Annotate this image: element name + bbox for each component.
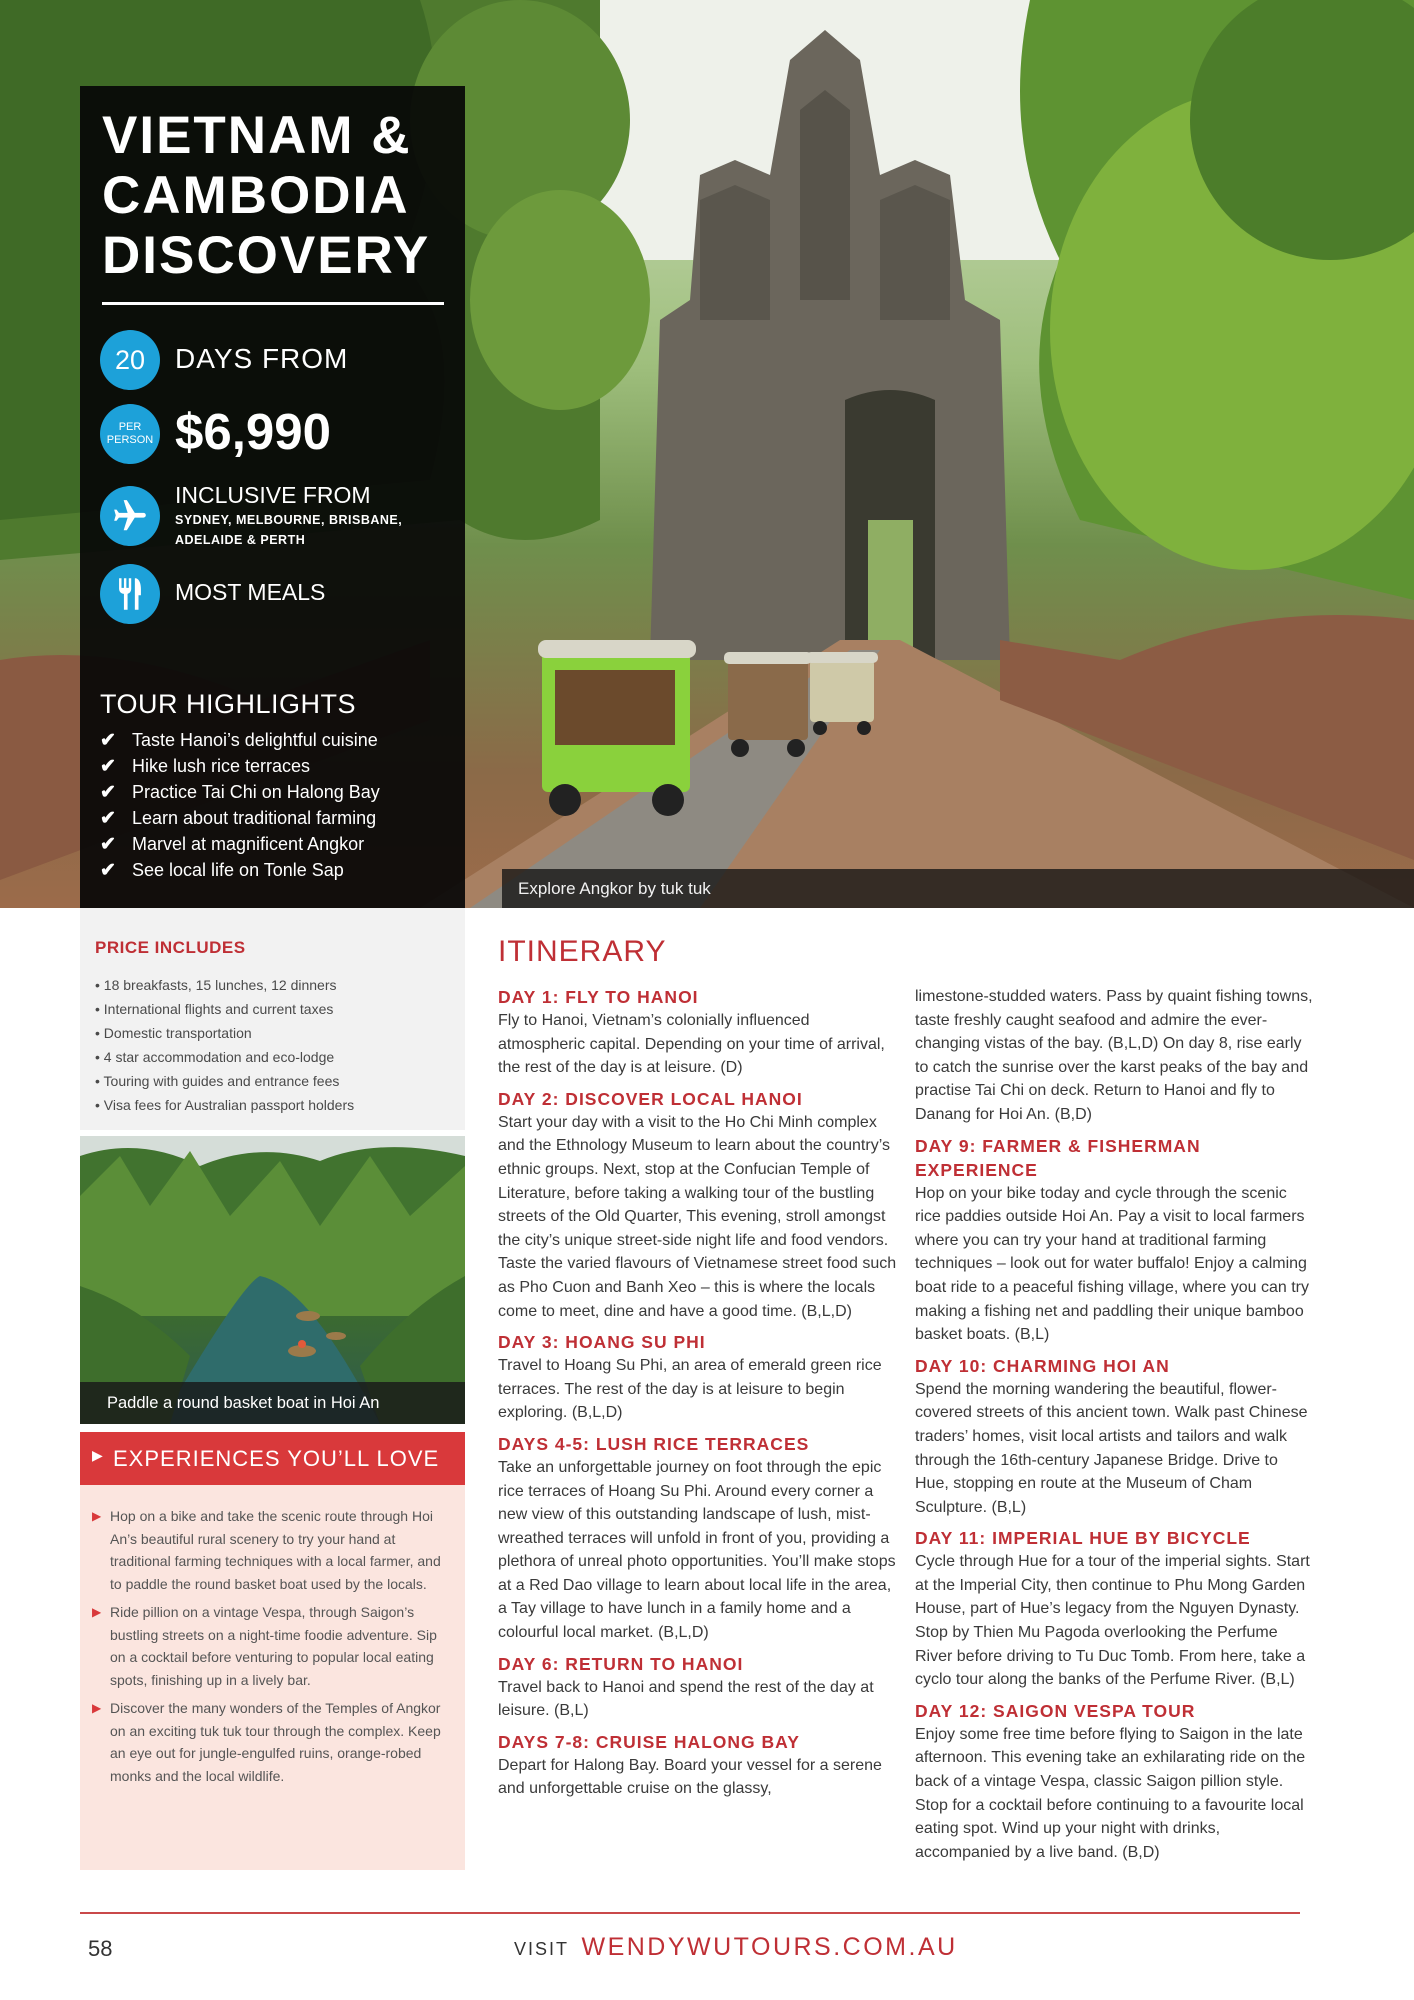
tour-title-line: VIETNAM & [102,106,412,165]
day-text: Enjoy some free time before flying to Saigon in the late afternoon. This evening take an exhilarating ride on the back of a vintage Vespa, classic Saigon pillion style. Stop for a cocktail before continuing to a favourite local eating spot. Wind up your night with drinks, accompanied by a live band. (B,D) [915,1725,1306,1861]
basket-boat-photo [80,1136,465,1424]
triangle-right-icon: ▶ [92,1605,102,1619]
experiences-header [80,1432,465,1485]
highlight-item [100,753,380,779]
day-text: Fly to Hanoi, Vietnam’s colonially influenced atmospheric capital. Depending on your time of arrival, the rest of the day is at leisure. (D) [498,1012,885,1077]
check-icon: ✔ [100,782,116,803]
fork-knife-icon [100,564,160,624]
price-include-text: 18 breakfasts, 15 lunches, 12 dinners [103,977,337,993]
page-number: 58 [88,1936,113,1961]
price-includes-box [80,908,465,1130]
highlights-heading: TOUR HIGHLIGHTS [100,689,357,719]
price-includes-list [95,973,354,1117]
per-person-badge [100,404,160,464]
price-includes-heading: PRICE INCLUDES [95,938,246,957]
plane-icon [100,486,160,546]
price-include-item: • International flights and current taxes [95,1001,334,1017]
check-icon: ✔ [100,756,116,777]
day-title: DAY 12: SAIGON VESPA TOUR [915,1700,1196,1721]
day-title: DAYS 7-8: CRUISE HALONG BAY [498,1731,800,1752]
itinerary-heading: ITINERARY [498,935,667,968]
experience-item [92,1697,452,1787]
price-include-item: • Touring with guides and entrance fees [95,1073,340,1089]
price-include-item: • Domestic transportation [95,1025,252,1041]
website-line [514,1933,958,1962]
departure-cities: SYDNEY, MELBOURNE, BRISBANE, ADELAIDE & PERTH [175,513,403,547]
day-text: Spend the morning wandering the beautiful, flower-covered streets of this ancient town. Walk past Chinese traders’ homes, visit local artists and tailors and walk through the 16th-century Japanese Bridge. Drive to Hue, stopping en route at the Museum of Cham Sculpture. (B,L) [915,1380,1308,1516]
price-include-item: • 4 star accommodation and eco-lodge [95,1049,335,1065]
highlight-text: Hike lush rice terraces [132,756,311,776]
check-icon: ✔ [100,860,116,881]
tour-title-line: CAMBODIA [102,166,410,225]
title-divider [102,302,444,305]
triangle-right-icon: ▶ [92,1509,102,1523]
check-icon: ✔ [100,834,116,855]
per-person-line: PERSON [106,434,154,446]
itinerary-day [498,985,898,1080]
day-title: DAY 6: RETURN TO HANOI [498,1653,744,1674]
days-label: DAYS FROM [175,343,349,374]
website-link[interactable]: WENDYWUTOURS.COM.AU [581,1933,958,1961]
river-illustration [80,1136,465,1424]
tour-summary-panel [80,86,465,908]
meals-label: MOST MEALS [175,579,326,605]
itinerary-day [498,1730,898,1801]
price-include-text: Visa fees for Australian passport holders [103,1097,355,1113]
itinerary-day [498,1087,898,1323]
experience-text: Discover the many wonders of the Temples of Angkor on an exciting tuk tuk tour through the complex. Keep an eye out for jungle-engulfed ruins, orange-robed monks and the local wildlife. [110,1700,441,1784]
hero-caption: Explore Angkor by tuk tuk [502,869,1414,908]
itinerary-day [498,1432,898,1645]
per-person-line: PER [118,421,142,433]
itinerary-day [915,1134,1315,1347]
experience-item [92,1505,452,1595]
day-text: Take an unforgettable journey on foot through the epic rice terraces of Hoang Su Phi. Around every corner a new view of this outstanding landscape of lush, mist-wreathed terraces will unfold in front of you, providing a plethora of unreal photo opportunities. You’ll make stops at a Red Dao village to learn about local life in the area, a Tay village to have lunch in a family home and a colourful local market. (B,L,D) [498,1458,896,1642]
highlight-text: See local life on Tonle Sap [132,860,344,880]
basket-boat-caption: Paddle a round basket boat in Hoi An [80,1382,465,1424]
price-include-text: Touring with guides and entrance fees [103,1073,340,1089]
experience-item [92,1601,452,1691]
highlight-text: Practice Tai Chi on Halong Bay [132,782,380,802]
day-text: Cycle through Hue for a tour of the imperial sights. Start at the Imperial City, then continue to Phu Mong Garden House, part of Hue’s legacy from the Nguyen Dynasty. Stop by Thien Mu Pagoda overlooking the Perfume River before driving to Tu Duc Tomb. From here, take a cyclo tour along the banks of the Perfume River. (B,L) [915,1553,1310,1689]
highlight-text: Taste Hanoi’s delightful cuisine [132,730,378,750]
itinerary-day [915,1699,1315,1865]
price-include-text: International flights and current taxes [103,1001,334,1017]
day-text: limestone-studded waters. Pass by quaint fishing towns, taste freshly caught seafood and admire the ever-changing vistas of the bay. (B,L,D) On day 8, rise early to catch the sunrise over the karst peaks of the bay and practise Tai Chi on deck. Return to Hanoi and fly to Danang for Hoi An. (B,D) [915,988,1313,1123]
triangle-right-icon: ▶ [92,1701,102,1715]
check-icon: ✔ [100,808,116,829]
highlight-item [100,831,380,857]
highlight-item [100,857,380,883]
day-title: DAY 9: FARMER & FISHERMAN EXPERIENCE [915,1135,1201,1180]
visit-label: VISIT [514,1939,570,1959]
price-include-text: 4 star accommodation and eco-lodge [103,1049,335,1065]
experiences-box [80,1485,465,1870]
highlight-item [100,779,380,805]
experiences-heading: EXPERIENCES YOU’LL LOVE [113,1446,440,1471]
day-text: Travel back to Hanoi and spend the rest of the day at leisure. (B,L) [498,1678,874,1720]
triangle-right-icon: ▶ [92,1447,103,1463]
itinerary-day [915,1526,1315,1692]
tour-title [102,106,452,286]
footer-divider [80,1912,1300,1914]
day-text: Start your day with a visit to the Ho Chi Minh complex and the Ethnology Museum to learn about the country’s ethnic groups. Next, stop at the Confucian Temple of Literature, before taking a walking tour of the bustling streets of the Old Quarter, This evening, stroll amongst the city’s unique street-side night life and food vendors. Taste the varied flavours of Vietnamese street food such as Pho Cuon and Banh Xeo – this is where the locals come to meet, dine and have a good time. (B,L,D) [498,1113,897,1320]
day-title: DAY 3: HOANG SU PHI [498,1332,706,1353]
check-icon: ✔ [100,730,116,751]
itinerary-day [915,1354,1315,1520]
inclusive-label: INCLUSIVE FROM [175,482,371,508]
price-include-item: • 18 breakfasts, 15 lunches, 12 dinners [95,977,337,993]
experiences-list [92,1505,452,1793]
price-include-item: • Visa fees for Australian passport holders [95,1097,355,1113]
experience-text: Hop on a bike and take the scenic route through Hoi An’s beautiful rural scenery to try your hand at traditional farming techniques with a local farmer, and to paddle the round basket boat used by the locals. [110,1508,441,1592]
day-text: Hop on your bike today and cycle through the scenic rice paddies outside Hoi An. Pay a visit to local farmers where you can try your hand at traditional farming techniques – look out for water buffalo! Enjoy a calming boat ride to a peaceful fishing village, where you can try making a fishing net and paddling their unique bamboo basket boats. (B,L) [915,1184,1310,1344]
highlight-text: Marvel at magnificent Angkor [132,834,365,854]
day-title: DAY 10: CHARMING HOI AN [915,1355,1170,1376]
day-title: DAY 1: FLY TO HANOI [498,987,699,1007]
itinerary-column-2 [915,985,1315,1871]
itinerary-day-continued [915,985,1315,1127]
highlights-list [100,727,380,883]
highlight-item [100,727,380,753]
day-text: Depart for Halong Bay. Board your vessel for a serene and unforgettable cruise on the glassy, [498,1756,882,1798]
day-title: DAYS 4-5: LUSH RICE TERRACES [498,1433,810,1454]
experience-text: Ride pillion on a vintage Vespa, through Saigon’s bustling streets on a night-time foodie adventure. Sip on a cocktail before venturing to popular local eating spots, finishing up in a lively bar. [110,1604,437,1688]
price-include-text: Domestic transportation [103,1025,252,1041]
tour-price: $6,990 [175,403,331,460]
day-title: DAY 2: DISCOVER LOCAL HANOI [498,1088,803,1109]
highlight-text: Learn about traditional farming [132,808,377,828]
itinerary-day [498,1652,898,1723]
tour-title-line: DISCOVERY [102,226,431,285]
itinerary-day [498,1330,898,1425]
itinerary-column-1 [498,985,898,1808]
days-badge: 20 [100,330,160,390]
day-text: Travel to Hoang Su Phi, an area of emerald green rice terraces. The rest of the day is at leisure to begin exploring. (B,L,D) [498,1357,882,1422]
highlight-item [100,805,380,831]
day-title: DAY 11: IMPERIAL HUE BY BICYCLE [915,1528,1251,1549]
